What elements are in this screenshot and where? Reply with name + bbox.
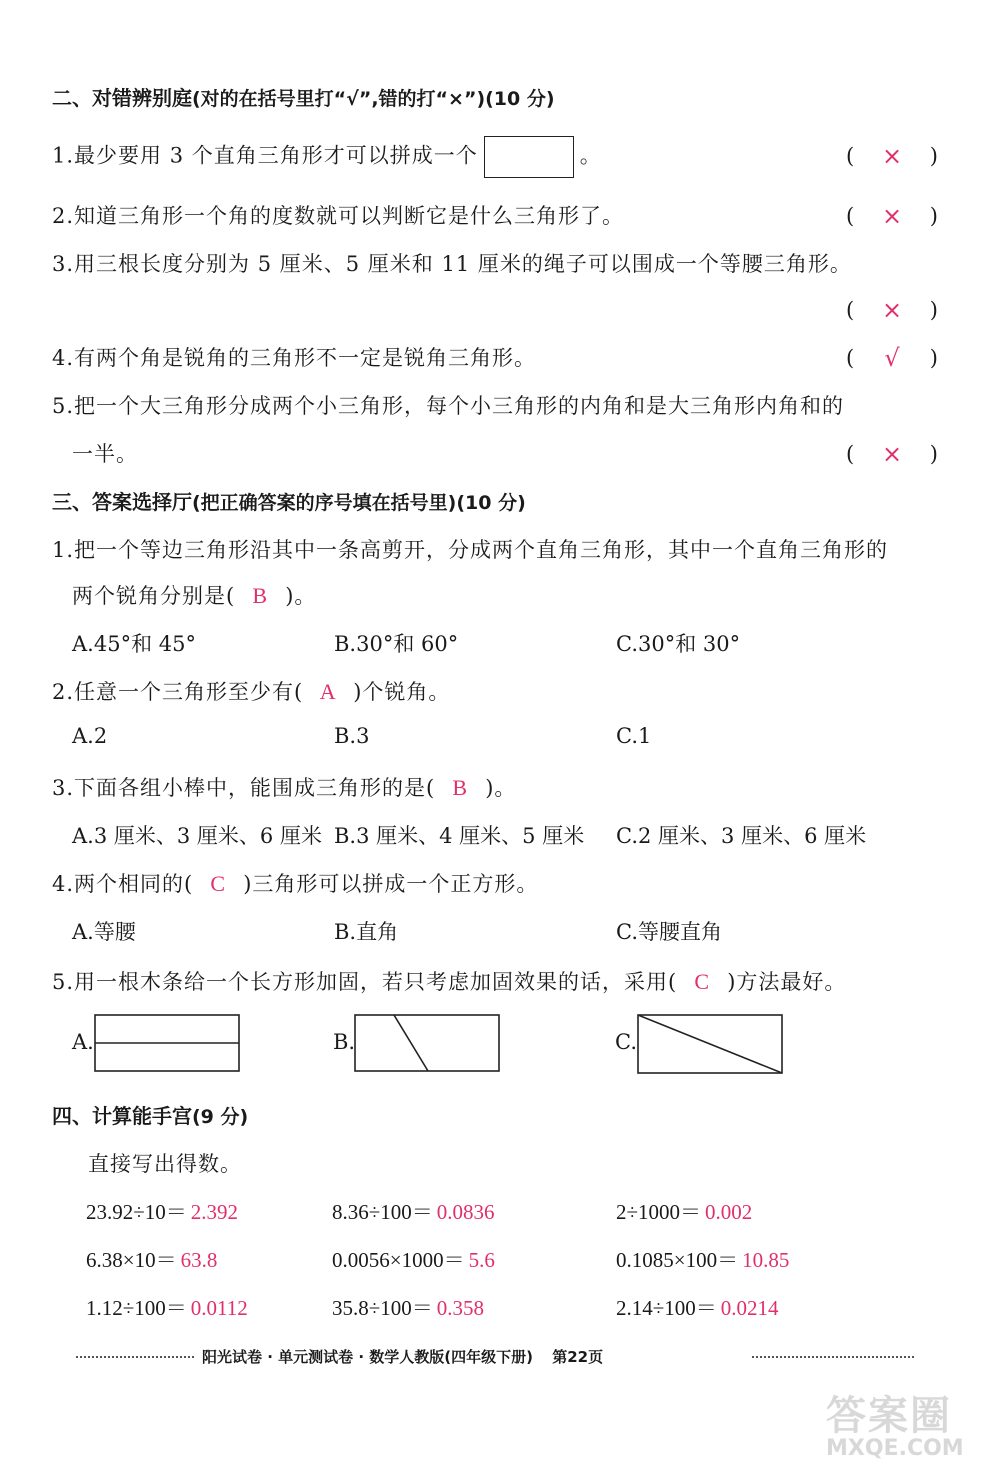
figure-b-rect <box>355 1015 499 1071</box>
calc-expr: 0.1085×100＝ <box>616 1248 739 1272</box>
s2-q3-mark: × <box>881 296 903 324</box>
rectangle-slanted-brace-figure <box>354 1014 502 1074</box>
section-2-heading <box>52 82 555 111</box>
s3-question-1-cont <box>72 580 316 610</box>
s2-q4-answer-paren <box>846 344 938 372</box>
calc-result: 0.002 <box>705 1200 753 1224</box>
s3-q1-text-b: )。 <box>285 584 317 608</box>
section-3-title: 三、答案选择厅 <box>52 490 192 514</box>
paren-close: ) <box>929 144 938 168</box>
calc-result: 0.0112 <box>190 1296 248 1320</box>
s2-q2-mark: × <box>881 202 903 230</box>
calc-result: 0.358 <box>436 1296 485 1320</box>
s3-q4-option-c: C.等腰直角 <box>616 920 722 944</box>
s2-q3-answer-paren <box>846 296 938 324</box>
s3-q4-option-b: B.直角 <box>334 920 399 944</box>
s2-q1-mark: × <box>881 142 903 170</box>
footer-title: 阳光试卷 · 单元测试卷 · 数学人教版(四年级下册) <box>202 1348 533 1366</box>
paren-open: ( <box>846 442 855 466</box>
calc-r1-c1 <box>86 1196 238 1226</box>
footer <box>202 1346 603 1367</box>
s2-question-3: 3.用三根长度分别为 5 厘米、5 厘米和 11 厘米的绳子可以围成一个等腰三角形。 <box>52 252 852 276</box>
paren-close: ) <box>929 346 938 370</box>
calc-r2-c2 <box>332 1244 495 1274</box>
paren-close: ) <box>929 442 938 466</box>
calc-result: 0.0836 <box>436 1200 495 1224</box>
s3-q2-option-a: A.2 <box>72 724 108 748</box>
calc-r1-c2 <box>332 1196 495 1226</box>
paren-close: ) <box>929 204 938 228</box>
calc-result: 0.0214 <box>720 1296 779 1320</box>
s3-question-4 <box>52 868 538 898</box>
calc-expr: 23.92÷10＝ <box>86 1200 187 1224</box>
section-4-note: (9 分) <box>192 1106 249 1128</box>
s3-q3-option-a: A.3 厘米、3 厘米、6 厘米 <box>72 824 322 848</box>
section-4-title: 四、计算能手宫 <box>52 1104 192 1128</box>
s3-q1-option-c: C.30°和 30° <box>616 632 741 656</box>
calc-result: 2.392 <box>190 1200 239 1224</box>
calc-result: 10.85 <box>742 1248 790 1272</box>
s3-q3-option-b: B.3 厘米、4 厘米、5 厘米 <box>334 824 585 848</box>
calc-expr: 8.36÷100＝ <box>332 1200 433 1224</box>
calc-r2-c3 <box>616 1244 789 1274</box>
s3-q5-answer: C <box>694 969 711 994</box>
s2-q1-answer-paren <box>846 142 938 170</box>
s2-question-2: 2.知道三角形一个角的度数就可以判断它是什么三角形了。 <box>52 204 625 228</box>
calc-result: 5.6 <box>468 1248 495 1272</box>
paren-open: ( <box>846 346 855 370</box>
section-4-heading <box>52 1100 248 1129</box>
section-3-note: (把正确答案的序号填在括号里)(10 分) <box>192 492 526 514</box>
section-4-instruction: 直接写出得数。 <box>88 1152 242 1176</box>
rectangle-diagonal-brace-figure <box>637 1014 785 1076</box>
s2-question-5: 5.把一个大三角形分成两个小三角形，每个小三角形的内角和是大三角形内角和的 <box>52 394 845 418</box>
s3-q5-option-c-label: C. <box>615 1030 637 1054</box>
s3-q5-text-b: )方法最好。 <box>727 970 847 994</box>
s2-q1-suffix: 。 <box>579 143 602 168</box>
s3-q3-text-b: )。 <box>485 776 517 800</box>
calc-expr: 6.38×10＝ <box>86 1248 177 1272</box>
s3-q4-answer: C <box>210 871 227 896</box>
s2-q1-text: 1.最少要用 3 个直角三角形才可以拼成一个 <box>52 143 478 168</box>
calc-expr: 35.8÷100＝ <box>332 1296 433 1320</box>
s3-q1-text-a: 两个锐角分别是( <box>72 584 236 608</box>
s3-q4-text-b: )三角形可以拼成一个正方形。 <box>243 872 539 896</box>
s3-q2-text-b: )个锐角。 <box>353 680 451 704</box>
calc-r2-c1 <box>86 1244 217 1274</box>
s2-question-4: 4.有两个角是锐角的三角形不一定是锐角三角形。 <box>52 346 537 370</box>
footer-divider-left <box>76 1356 194 1358</box>
page-number: 第22页 <box>552 1348 604 1366</box>
s2-q5-mark: × <box>881 440 903 468</box>
s3-q2-answer: A <box>319 679 337 704</box>
s3-q2-text-a: 2.任意一个三角形至少有( <box>52 680 304 704</box>
calc-expr: 1.12÷100＝ <box>86 1296 187 1320</box>
s2-q1-rectangle-figure <box>484 136 574 178</box>
s3-q2-option-b: B.3 <box>334 724 370 748</box>
section-3-heading <box>52 486 526 515</box>
s3-q4-text-a: 4.两个相同的( <box>52 872 194 896</box>
s2-question-1 <box>52 136 602 178</box>
s3-q3-option-c: C.2 厘米、3 厘米、6 厘米 <box>616 824 867 848</box>
s3-q5-option-a-label: A. <box>72 1030 94 1054</box>
s3-q1-option-a: A.45°和 45° <box>72 632 196 656</box>
s3-q1-answer: B <box>252 583 269 608</box>
figure-b-brace <box>394 1015 428 1071</box>
s3-q1-option-b: B.30°和 60° <box>334 632 459 656</box>
s3-q5-option-b-label: B. <box>333 1030 356 1054</box>
section-2-title: 二、对错辨别庭 <box>52 86 192 110</box>
figure-c-brace <box>638 1015 782 1073</box>
watermark-url: MXQE.COM <box>826 1436 964 1461</box>
s3-question-1: 1.把一个等边三角形沿其中一条高剪开，分成两个直角三角形，其中一个直角三角形的 <box>52 538 889 562</box>
s3-q5-text-a: 5.用一根木条给一个长方形加固，若只考虑加固效果的话，采用( <box>52 970 678 994</box>
calc-expr: 2.14÷100＝ <box>616 1296 717 1320</box>
calc-r3-c3 <box>616 1292 779 1322</box>
paren-open: ( <box>846 298 855 322</box>
watermark-logo: 答案圈 <box>826 1393 952 1439</box>
s2-q2-answer-paren <box>846 202 938 230</box>
s2-question-5-cont: 一半。 <box>72 442 138 466</box>
s3-q3-answer: B <box>452 775 469 800</box>
calc-result: 63.8 <box>180 1248 218 1272</box>
s3-question-5 <box>52 966 846 996</box>
calc-expr: 0.0056×1000＝ <box>332 1248 465 1272</box>
calc-r3-c1 <box>86 1292 248 1322</box>
s2-q5-answer-paren <box>846 440 938 468</box>
s2-q4-mark: √ <box>884 344 900 372</box>
calc-r3-c2 <box>332 1292 484 1322</box>
s3-question-3 <box>52 772 516 802</box>
s3-q4-option-a: A.等腰 <box>72 920 136 944</box>
paren-open: ( <box>846 204 855 228</box>
paren-close: ) <box>929 298 938 322</box>
s3-q3-text-a: 3.下面各组小棒中，能围成三角形的是( <box>52 776 436 800</box>
s3-q2-option-c: C.1 <box>616 724 652 748</box>
footer-divider-right <box>752 1356 914 1358</box>
section-2-note: (对的在括号里打“√”,错的打“×”)(10 分) <box>192 88 555 110</box>
rectangle-horizontal-brace-figure <box>94 1014 242 1074</box>
calc-expr: 2÷1000＝ <box>616 1200 702 1224</box>
paren-open: ( <box>846 144 855 168</box>
calc-r1-c3 <box>616 1196 752 1226</box>
s3-question-2 <box>52 676 450 706</box>
